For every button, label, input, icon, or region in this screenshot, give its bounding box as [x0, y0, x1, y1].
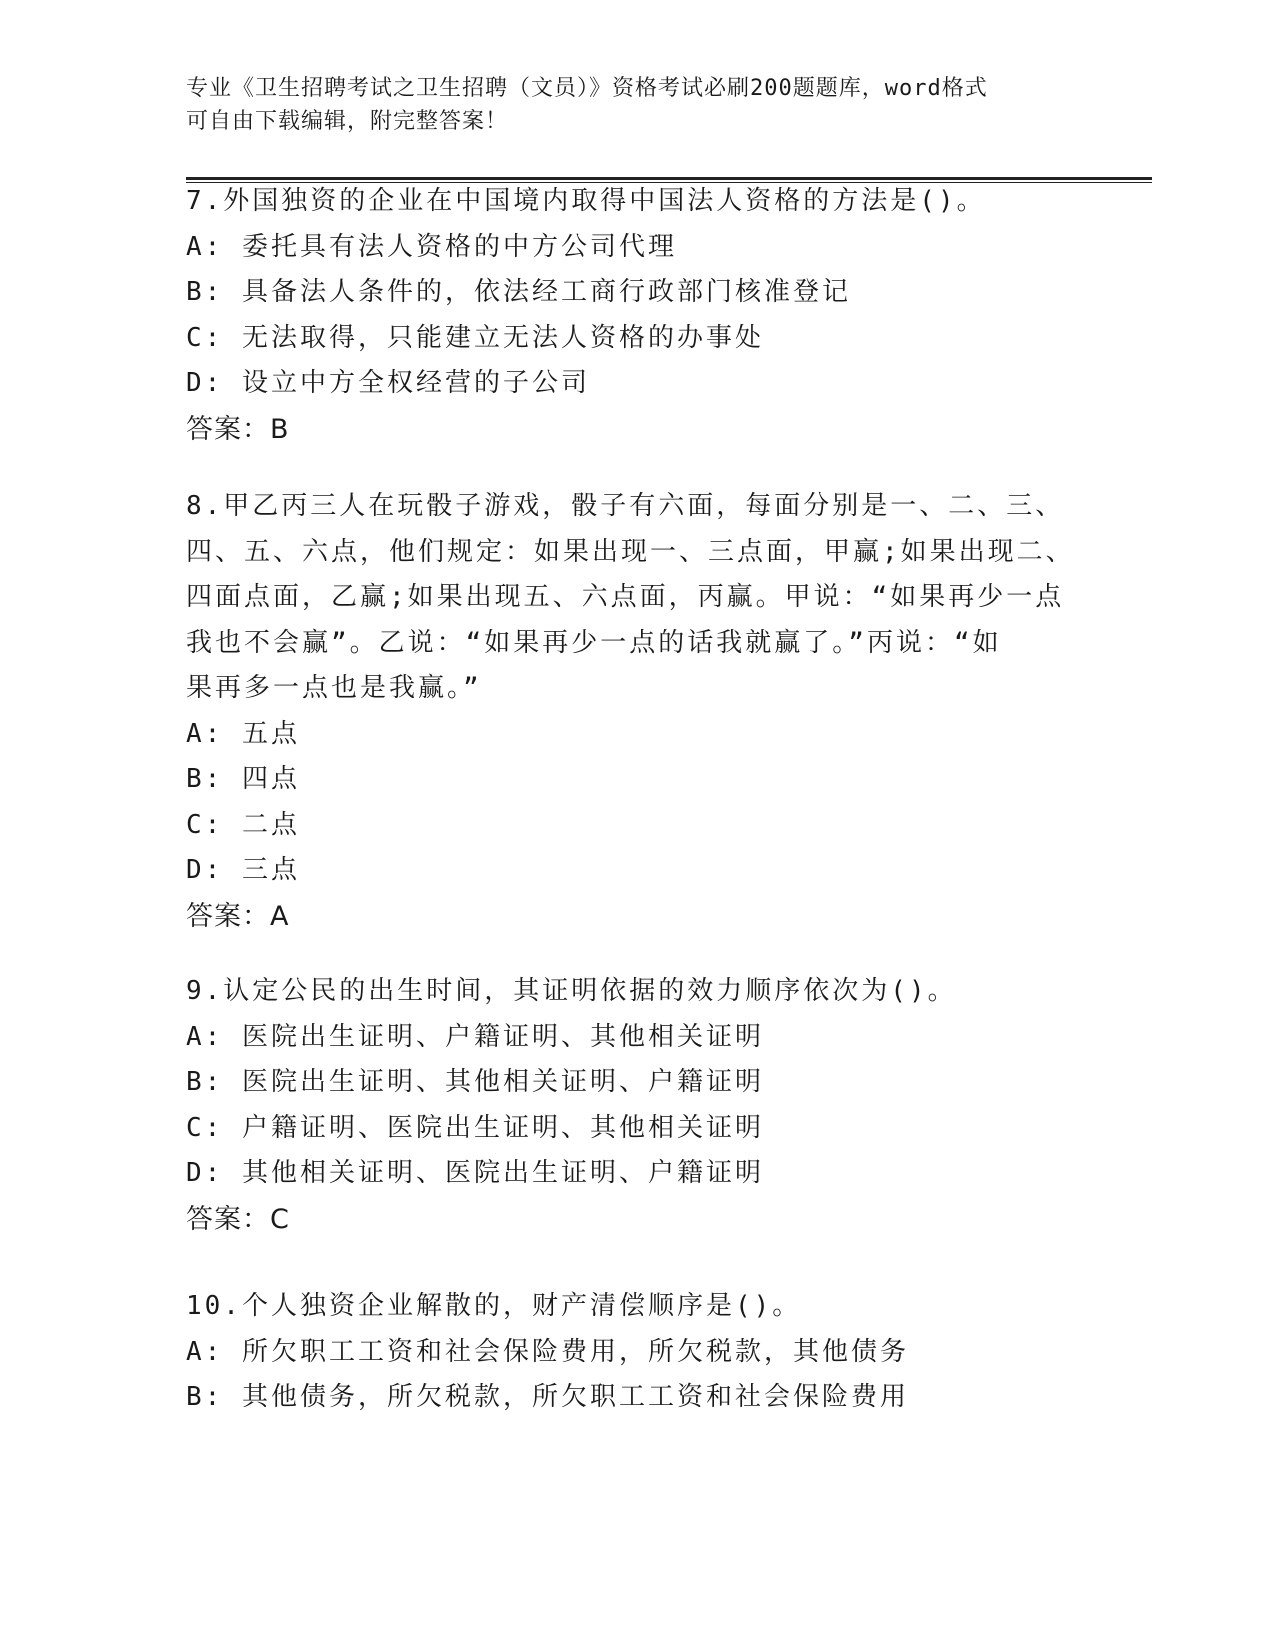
option-c: C: 无法取得，只能建立无法人资格的办事处 [186, 322, 764, 353]
question-stem-line-2: 四、五、六点，他们规定：如果出现一、三点面，甲赢;如果出现二、 [186, 536, 1075, 567]
option-c: C: 二点 [186, 809, 300, 840]
question-stem-line-5: 果再多一点也是我赢。” [186, 673, 482, 703]
document-header [186, 72, 1066, 138]
answer-label: 答案：B [186, 413, 290, 445]
option-b: B: 其他债务，所欠税款，所欠职工工资和社会保险费用 [186, 1382, 909, 1412]
question-stem-line-3: 四面点面，乙赢;如果出现五、六点面，丙赢。甲说：“如果再少一点 [186, 582, 1065, 612]
option-a: A: 五点 [186, 718, 300, 749]
header-line-1: 专业《卫生招聘考试之卫生招聘（文员）》资格考试必刷200题题库，word格式 [186, 76, 988, 101]
question-stem: 10.个人独资企业解散的，财产清偿顺序是()。 [186, 1291, 802, 1321]
answer-label: 答案：C [186, 1203, 290, 1235]
question-9 [186, 969, 1086, 1242]
question-stem-line-4: 我也不会赢”。乙说：“如果再少一点的话我就赢了。”丙说：“如 [186, 627, 1002, 658]
question-stem-line-1: 8.甲乙丙三人在玩骰子游戏，骰子有六面，每面分别是一、二、三、 [186, 491, 1065, 521]
option-d: D: 三点 [186, 855, 300, 885]
question-10 [186, 1284, 1086, 1421]
question-7 [186, 179, 1086, 452]
option-b: B: 医院出生证明、其他相关证明、户籍证明 [186, 1067, 764, 1097]
question-stem: 7.外国独资的企业在中国境内取得中国法人资格的方法是()。 [186, 186, 986, 216]
option-b: B: 四点 [186, 764, 300, 794]
option-d: D: 其他相关证明、医院出生证明、户籍证明 [186, 1158, 764, 1188]
option-d: D: 设立中方全权经营的子公司 [186, 368, 590, 398]
question-stem: 9.认定公民的出生时间，其证明依据的效力顺序依次为()。 [186, 976, 957, 1006]
answer-label: 答案：A [186, 900, 290, 932]
option-c: C: 户籍证明、医院出生证明、其他相关证明 [186, 1112, 764, 1143]
option-a: A: 医院出生证明、户籍证明、其他相关证明 [186, 1021, 764, 1052]
question-8 [186, 484, 1086, 939]
option-b: B: 具备法人条件的，依法经工商行政部门核准登记 [186, 277, 851, 307]
header-line-2: 可自由下载编辑，附完整答案！ [186, 109, 509, 134]
option-a: A: 所欠职工工资和社会保险费用，所欠税款，其他债务 [186, 1336, 909, 1367]
option-a: A: 委托具有法人资格的中方公司代理 [186, 231, 677, 262]
